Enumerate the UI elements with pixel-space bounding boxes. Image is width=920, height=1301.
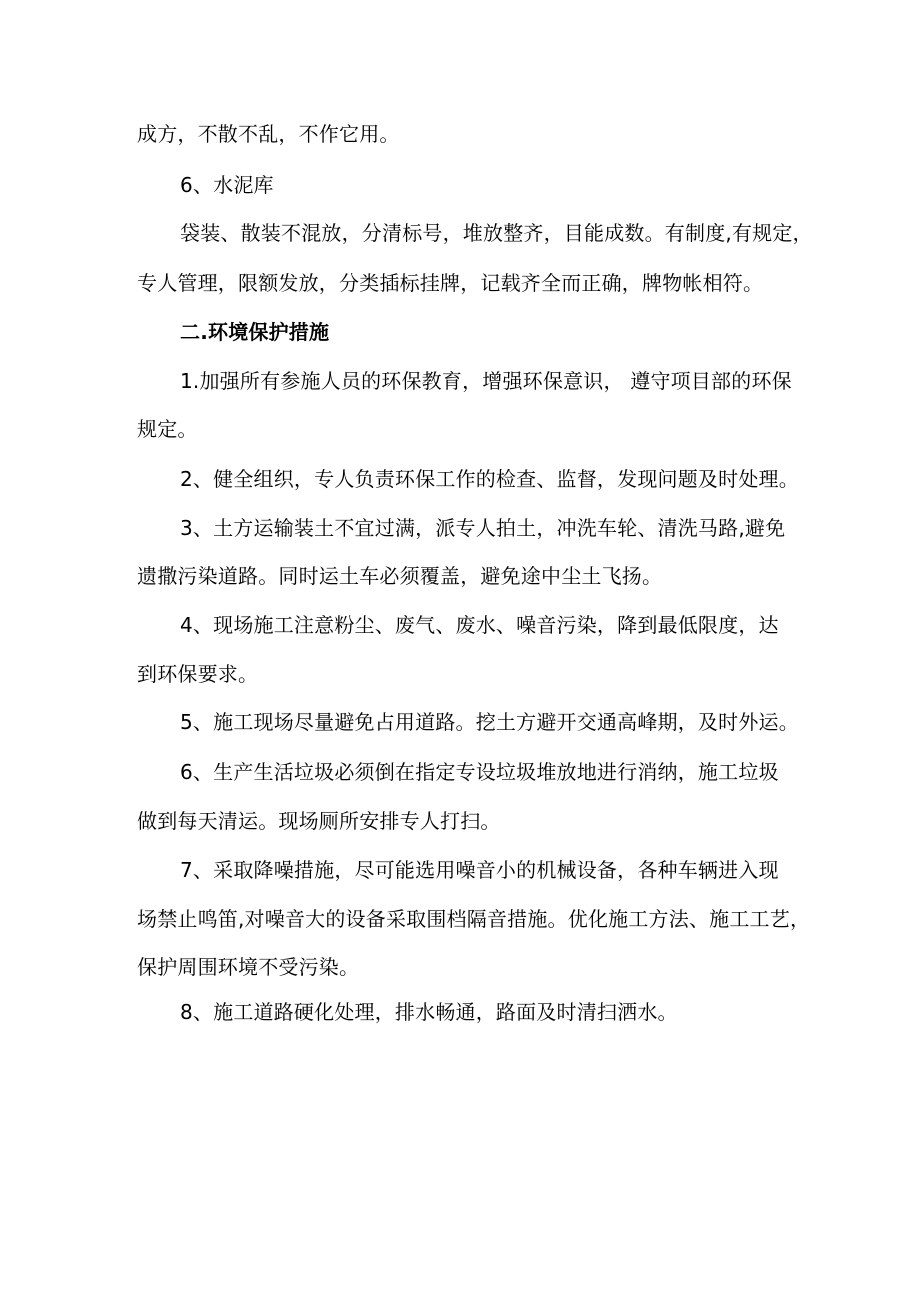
list-item-4: 4、现场施工注意粉尘、废气、废水、噪音污染，降到最低限度，达 bbox=[180, 613, 779, 637]
paragraph-line: 专人管理，限额发放，分类插标挂牌，记载齐全而正确，牌物帐相符。 bbox=[137, 271, 764, 295]
list-heading-cement-storage: 6、水泥库 bbox=[180, 173, 274, 197]
paragraph-line: 成方，不散不乱，不作它用。 bbox=[137, 122, 400, 146]
list-item-3: 3、土方运输装土不宜过满，派专人拍土，冲洗车轮、清洗马路,避免 bbox=[180, 516, 786, 540]
paragraph-line: 袋装、散装不混放，分清标号，堆放整齐，目能成数。有制度,有规定， bbox=[180, 221, 813, 245]
list-item-2: 2、健全组织，专人负责环保工作的检查、监督，发现问题及时处理。 bbox=[180, 467, 799, 491]
list-item-5: 5、施工现场尽量避免占用道路。挖土方避开交通高峰期，及时外运。 bbox=[180, 710, 799, 734]
paragraph-line: 场禁止鸣笛,对噪音大的设备采取围档隔音措施。优化施工方法、施工工艺， bbox=[137, 907, 811, 931]
list-item-6: 6、生产生活垃圾必须倒在指定专设垃圾堆放地进行消纳，施工垃圾 bbox=[180, 760, 779, 784]
section-heading: 二.环境保护措施 bbox=[180, 320, 330, 344]
paragraph-line: 遗撒污染道路。同时运土车必须覆盖，避免途中尘土飞扬。 bbox=[137, 564, 663, 588]
list-item-1: 1.加强所有参施人员的环保教育，增强环保意识， 遵守项目部的环保 bbox=[180, 369, 792, 393]
list-item-8: 8、施工道路硬化处理，排水畅通，路面及时清扫洒水。 bbox=[180, 1000, 678, 1024]
paragraph-line: 保护周围环境不受污染。 bbox=[137, 955, 360, 979]
paragraph-line: 规定。 bbox=[137, 417, 198, 441]
list-item-7: 7、采取降噪措施，尽可能选用噪音小的机械设备，各种车辆进入现 bbox=[180, 858, 779, 882]
paragraph-line: 做到每天清运。现场厕所安排专人打扫。 bbox=[137, 809, 501, 833]
paragraph-line: 到环保要求。 bbox=[137, 662, 259, 686]
